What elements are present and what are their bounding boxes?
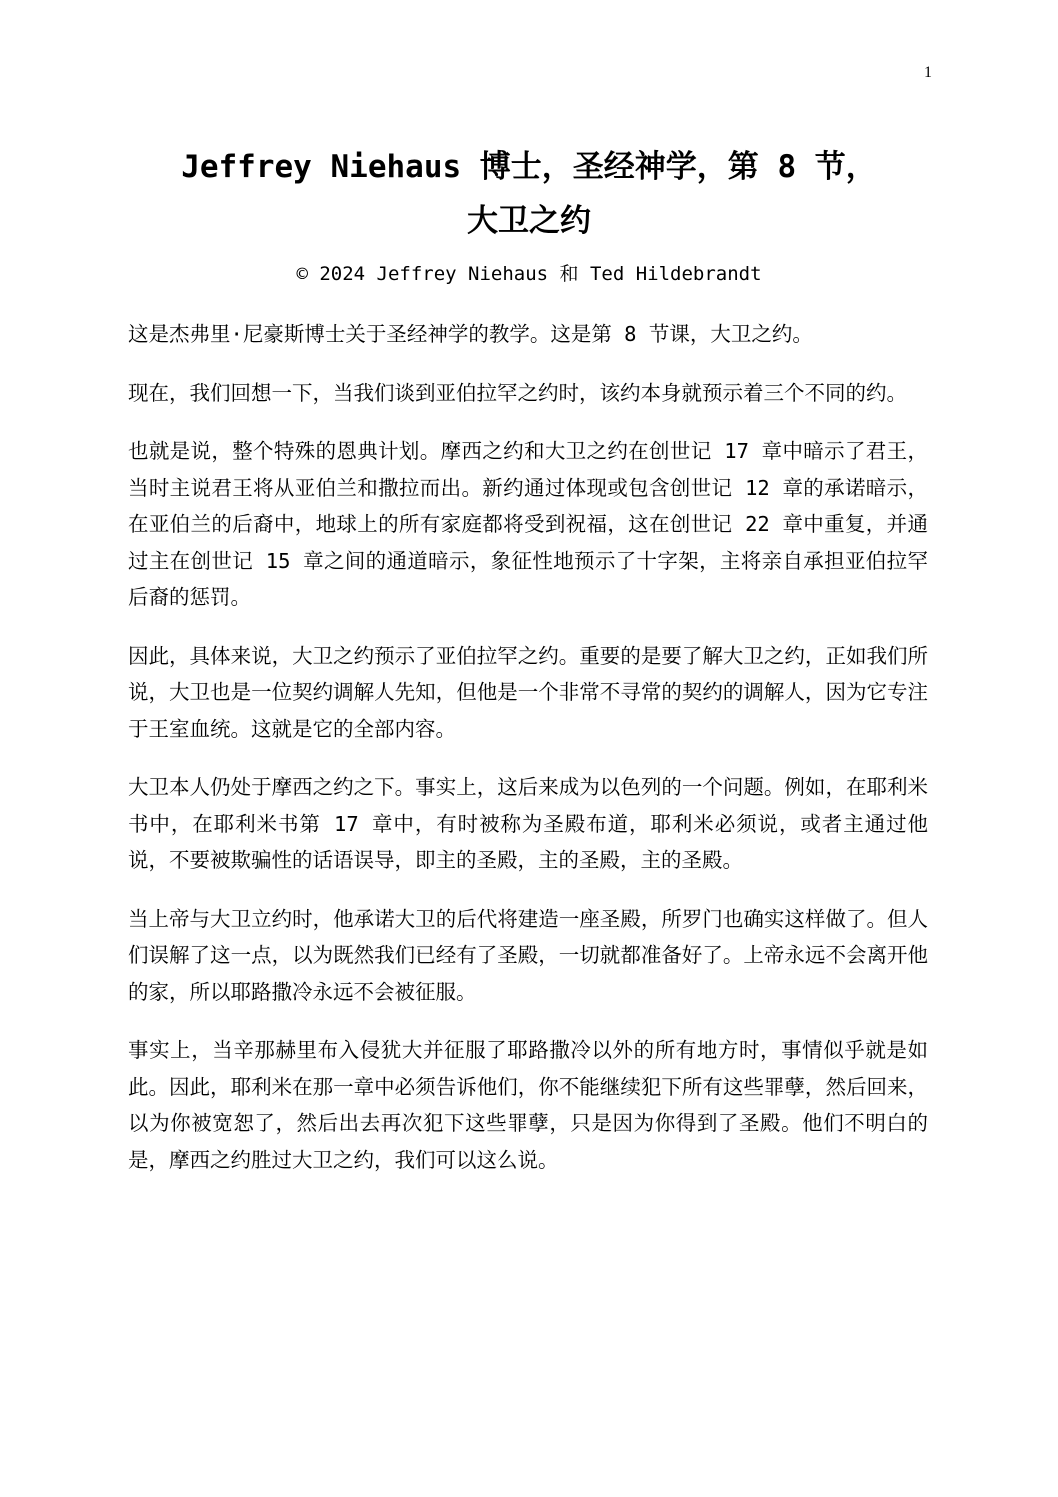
title-line-1: Jeffrey Niehaus 博士，圣经神学，第 8 节， bbox=[181, 149, 877, 185]
paragraph-4: 因此，具体来说，大卫之约预示了亚伯拉罕之约。重要的是要了解大卫之约，正如我们所说，大卫也是一位契约调解人先知，但他是一个非常不寻常的契约的调解人，因为它专注于王室血统。这就是它的全部内容。 bbox=[128, 643, 928, 741]
paragraph-6: 当上帝与大卫立约时，他承诺大卫的后代将建造一座圣殿，所罗门也确实这样做了。但人们误解了这一点，以为既然我们已经有了圣殿，一切就都准备好了。上帝永远不会离开他的家，所以耶路撒冷永远不会被征服。 bbox=[128, 906, 928, 1004]
paragraph-2: 现在，我们回想一下，当我们谈到亚伯拉罕之约时，该约本身就预示着三个不同的约。 bbox=[128, 380, 907, 405]
paragraph-1: 这是杰弗里·尼豪斯博士关于圣经神学的教学。这是第 8 节课，大卫之约。 bbox=[128, 322, 813, 346]
paragraph-3: 也就是说，整个特殊的恩典计划。摩西之约和大卫之约在创世记 17 章中暗示了君王，当时主说君王将从亚伯兰和撒拉而出。新约通过体现或包含创世记 12 章的承诺暗示，在亚伯兰的后裔中，地球上的所有家庭都将受到祝福，这在创世记 22 章中重复，并通过主在创世记 15 章之间的通道暗示，象征性地预示了十字架，主将亲自承担亚伯拉罕后裔的惩罚。 bbox=[128, 439, 928, 609]
document-title bbox=[100, 140, 958, 248]
title-line-2: 大卫之约 bbox=[467, 203, 591, 239]
paragraph-7: 事实上，当辛那赫里布入侵犹大并征服了耶路撒冷以外的所有地方时，事情似乎就是如此。因此，耶利米在那一章中必须告诉他们，你不能继续犯下所有这些罪孽，然后回来，以为你被宽恕了，然后出去再次犯下这些罪孽，只是因为你得到了圣殿。他们不明白的是，摩西之约胜过大卫之约，我们可以这么说。 bbox=[128, 1038, 928, 1172]
paragraph-5: 大卫本人仍处于摩西之约之下。事实上，这后来成为以色列的一个问题。例如，在耶利米书中，在耶利米书第 17 章中，有时被称为圣殿布道，耶利米必须说，或者主通过他说，不要被欺骗性的话语误导，即主的圣殿，主的圣殿，主的圣殿。 bbox=[128, 775, 928, 872]
page-number: 1 bbox=[924, 64, 932, 81]
copyright-line: © 2024 Jeffrey Niehaus 和 Ted Hildebrandt bbox=[296, 263, 762, 285]
body-text bbox=[128, 316, 928, 1200]
